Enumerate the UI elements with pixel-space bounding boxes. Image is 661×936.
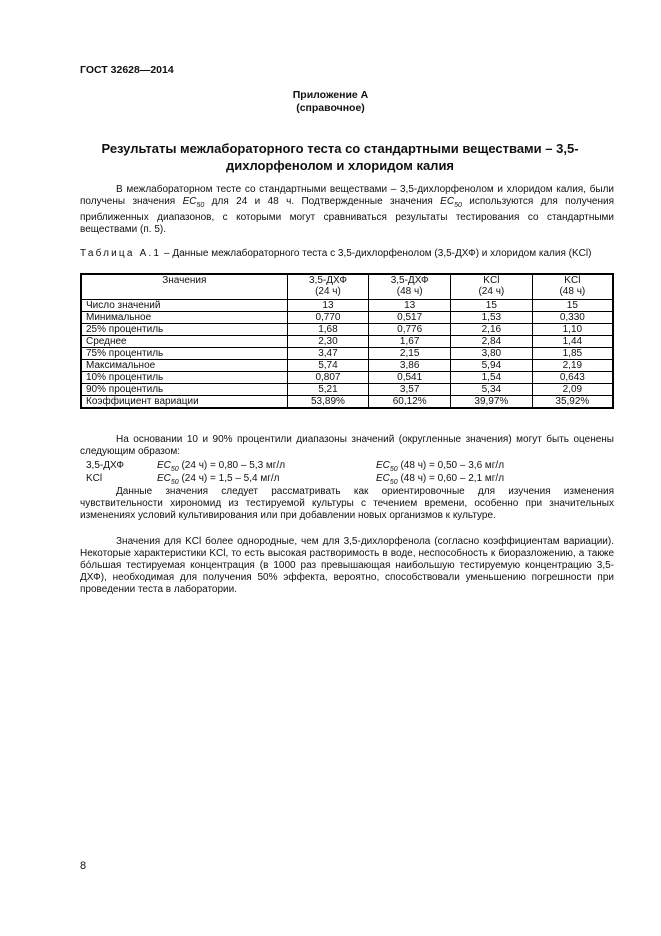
row-label: Число значений: [81, 300, 287, 312]
table-caption: Таблица А.1 – Данные межлабораторного теста с 3,5-дихлорфенолом (3,5-ДХФ) и хлоридом калия (KCl): [80, 248, 592, 259]
table-cell: 1,44: [532, 336, 613, 348]
table-cell: 15: [451, 300, 533, 312]
table-cell: 5,21: [287, 384, 369, 396]
row-label: Коэффициент вариации: [81, 396, 287, 409]
range-substance: KCl: [86, 473, 103, 484]
table-cell: 0,517: [369, 312, 451, 324]
table-row: [81, 312, 613, 324]
table-row: [81, 336, 613, 348]
table-cell: 0,541: [369, 372, 451, 384]
table-cell: 60,12%: [369, 396, 451, 409]
table-cell: 1,54: [451, 372, 533, 384]
table-row: [81, 324, 613, 336]
range-48h: $EC_{50}$ (48 ч) = 0,60 – 2,1 мг/л: [376, 473, 505, 486]
table-cell: 13: [369, 300, 451, 312]
page-number: 8: [80, 860, 87, 872]
table-cell: 1,53: [451, 312, 533, 324]
row-label: Максимальное: [81, 360, 287, 372]
column-header: 3,5-ДХФ (48 ч): [369, 274, 451, 300]
results-table: [80, 273, 614, 409]
table-cell: 3,86: [369, 360, 451, 372]
row-label: 25% процентиль: [81, 324, 287, 336]
table-cell: 13: [287, 300, 369, 312]
column-header: Значения: [81, 274, 287, 300]
table-cell: 1,67: [369, 336, 451, 348]
range-24h: $EC_{50}$ (24 ч) = 1,5 – 5,4 мг/л: [157, 473, 280, 486]
table-cell: 2,15: [369, 348, 451, 360]
range-24h: $EC_{50}$ (24 ч) = 0,80 – 5,3 мг/л: [157, 460, 286, 473]
table-row: [81, 372, 613, 384]
table-cell: 2,09: [532, 384, 613, 396]
table-cell: 0,643: [532, 372, 613, 384]
intro-paragraph: В межлабораторном тесте со стандартными веществами – 3,5-дихлорфенолом и хлоридом калия, были получены значения $EC_{50}$ для 24 и 48 ч. Подтвержденные значения $EC_{50}$ используются для получения приближенных диапазонов, с которыми могут сравниваться результаты тестирования со стандартными веществами (п. 5).: [80, 184, 614, 235]
document-header: ГОСТ 32628—2014: [80, 64, 174, 76]
table-row: [81, 384, 613, 396]
row-label: 90% процентиль: [81, 384, 287, 396]
table-cell: 39,97%: [451, 396, 533, 409]
table-cell: 0,330: [532, 312, 613, 324]
table-cell: 3,57: [369, 384, 451, 396]
table-cell: 3,80: [451, 348, 533, 360]
table-cell: 5,94: [451, 360, 533, 372]
range-substance: 3,5-ДХФ: [86, 460, 124, 471]
kcl-paragraph: Значения для KCl более однородные, чем для 3,5-дихлорфенола (согласно коэффициентам вариации). Некоторые характеристики KCl, то есть высокая растворимость в воде, неспособность к биоразложению, а также бóльшая тестируемая концентрация (в 1000 раз превышающая наибольшую тестируемую концентрацию 3,5-ДХФ), необходимая для получения 50% эффекта, вероятно, способствовали уменьшению погрешности при проведении теста в лаборатории.: [80, 536, 614, 595]
row-label: 75% процентиль: [81, 348, 287, 360]
table-cell: 3,47: [287, 348, 369, 360]
table-cell: 1,68: [287, 324, 369, 336]
range-48h: $EC_{50}$ (48 ч) = 0,50 – 3,6 мг/л: [376, 460, 505, 473]
ec50-ranges: [80, 460, 614, 486]
row-label: Среднее: [81, 336, 287, 348]
column-header: 3,5-ДХФ (24 ч): [287, 274, 369, 300]
table-cell: 15: [532, 300, 613, 312]
row-label: 10% процентиль: [81, 372, 287, 384]
table-cell: 0,770: [287, 312, 369, 324]
table-cell: 2,19: [532, 360, 613, 372]
appendix-title: Приложение А: [292, 89, 369, 101]
table-cell: 2,30: [287, 336, 369, 348]
table-row: [81, 360, 613, 372]
ranges-intro-paragraph: На основании 10 и 90% процентили диапазоны значений (округленные значения) могут быть оценены следующим образом:: [80, 434, 614, 457]
table-cell: 1,10: [532, 324, 613, 336]
table-cell: 2,16: [451, 324, 533, 336]
row-label: Минимальное: [81, 312, 287, 324]
table-row: [81, 348, 613, 360]
table-cell: 53,89%: [287, 396, 369, 409]
table-row: [81, 396, 613, 409]
table-cell: 0,807: [287, 372, 369, 384]
table-cell: 0,776: [369, 324, 451, 336]
guidance-paragraph: Данные значения следует рассматривать как ориентировочные для изучения изменения чувствительности хирономид из тестируемой культуры с течением времени, особенно при значительных изменениях условий культивирования или при добавлении новых организмов к культуре.: [80, 486, 614, 521]
table-row: [81, 300, 613, 312]
table-cell: 35,92%: [532, 396, 613, 409]
table-cell: 1,85: [532, 348, 613, 360]
column-header: KCl (24 ч): [451, 274, 533, 300]
page-title: Результаты межлабораторного теста со стандартными веществами – 3,5-дихлорфенолом и хлоридом калия: [101, 141, 579, 173]
table-cell: 5,34: [451, 384, 533, 396]
appendix-subtitle: (справочное): [296, 102, 365, 114]
column-header: KCl (48 ч): [532, 274, 613, 300]
table-cell: 5,74: [287, 360, 369, 372]
table-cell: 2,84: [451, 336, 533, 348]
